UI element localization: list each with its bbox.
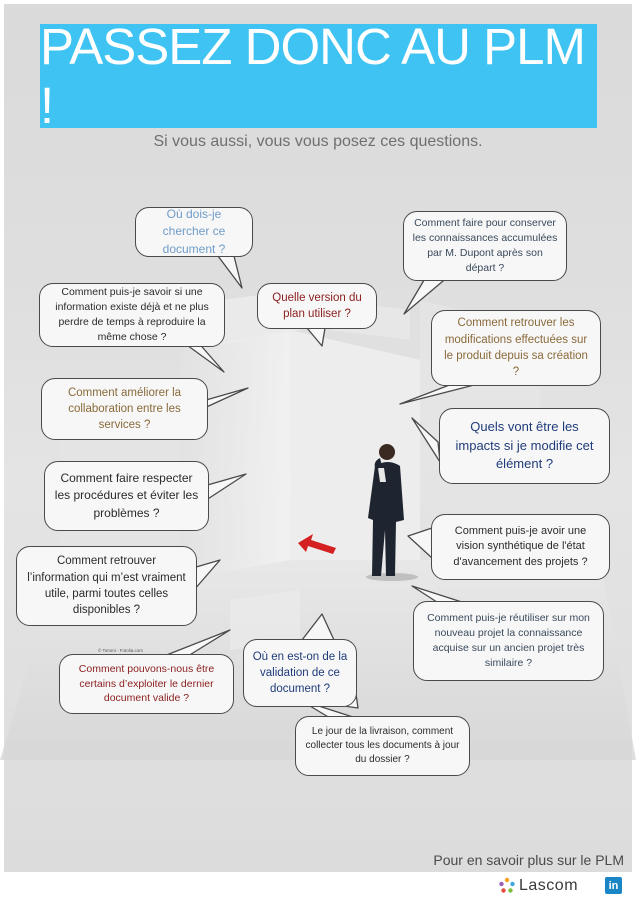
question-bubble-useful-info: Comment retrouver l’information qui m’est vraiment utile, parmi toutes celles disponibles ? [16,546,197,626]
question-bubble-delivery-docs: Le jour de la livraison, comment collecter tous les documents à jour du dossier ? [295,716,470,776]
question-bubble-product-changes: Comment retrouver les modifications effectuées sur le produit depuis sa création ? [431,310,601,386]
question-bubble-reuse-knowledge: Comment puis-je réutiliser sur mon nouveau projet la connaissance acquise sur un ancien projet très similaire ? [413,601,604,681]
question-bubble-where-document: Où dois-je chercher ce document ? [135,207,253,257]
page-title: PASSEZ DONC AU PLM ! [40,18,586,134]
question-bubble-knowledge-retention: Comment faire pour conserver les connaissances accumulées par M. Dupont après son départ ? [403,211,567,281]
lascom-logo[interactable] [498,876,578,896]
page-subtitle: Si vous aussi, vous vous posez ces questions. [153,133,483,150]
lascom-logo-icon [498,877,516,895]
footer-cta[interactable]: Pour en savoir plus sur le PLM [433,852,624,868]
image-credit: © Tommi - Fotolia.com [98,648,143,653]
title-banner [40,18,597,134]
question-bubble-plan-version: Quelle version du plan utiliser ? [257,283,377,329]
question-bubble-last-valid-doc: Comment pouvons-nous être certains d’exploiter le dernier document valide ? [59,654,234,714]
question-bubble-impacts: Quels vont être les impacts si je modifie cet élément ? [439,408,610,484]
linkedin-icon[interactable]: in [605,877,622,894]
lascom-logo-text: Lascom [519,877,579,894]
question-bubble-project-progress: Comment puis-je avoir une vision synthétique de l'état d'avancement des projets ? [431,514,610,580]
question-bubble-procedures: Comment faire respecter les procédures et éviter les problèmes ? [44,461,209,531]
question-bubble-info-exists: Comment puis-je savoir si une information existe déjà et ne plus perdre de temps à reproduire la même chose ? [39,283,225,347]
question-bubble-collaboration: Comment améliorer la collaboration entre les services ? [41,378,208,440]
question-bubble-validation-status: Où en est-on de la validation de ce document ? [243,639,357,707]
